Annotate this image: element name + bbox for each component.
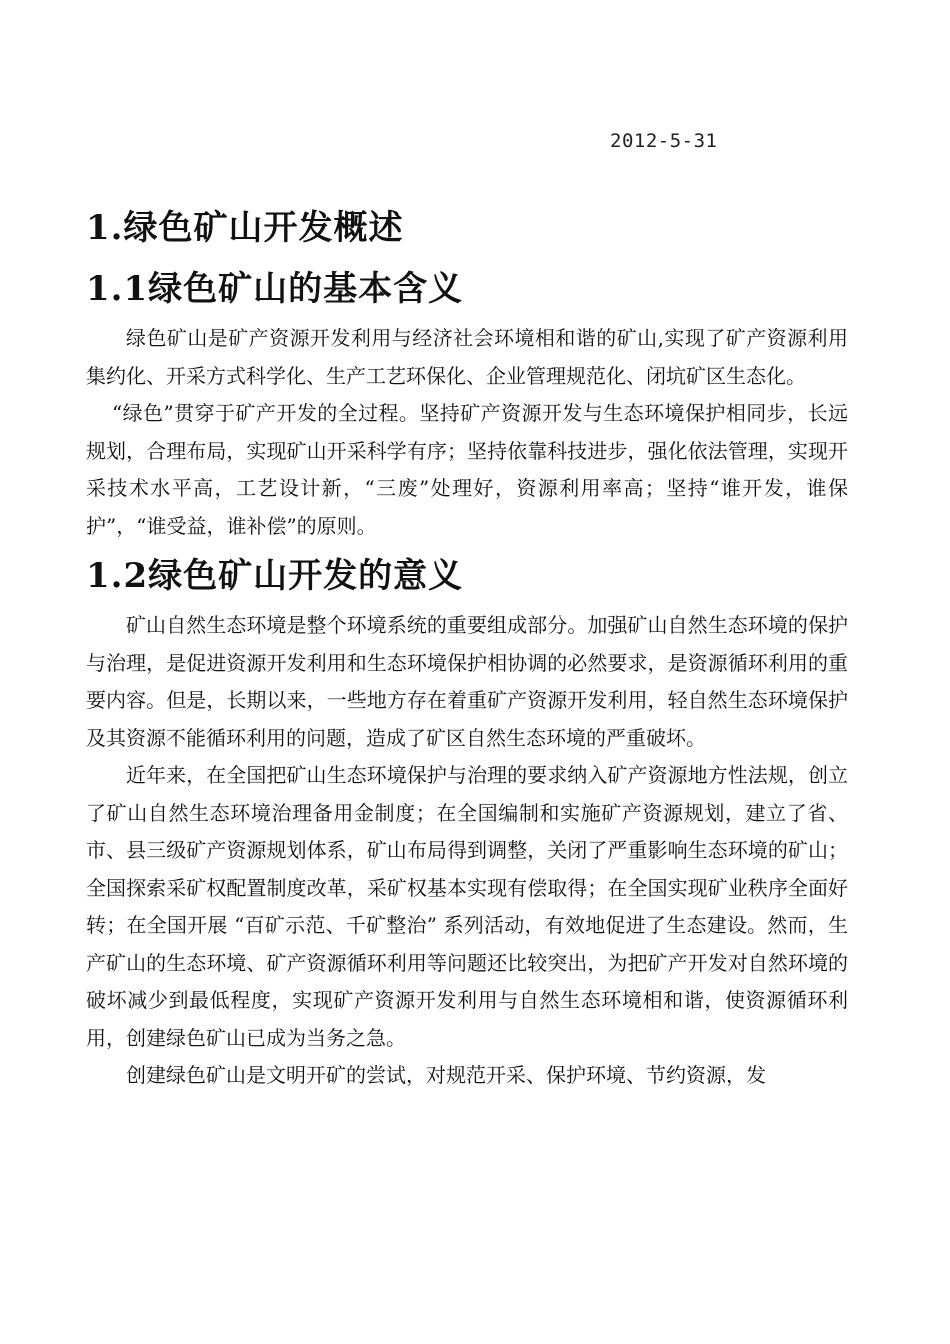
paragraph-1-2-c: 创建绿色矿山是文明开矿的尝试，对规范开采、保护环境、节约资源，发: [126, 1063, 766, 1087]
paragraph-1-2-b: 近年来，在全国把矿山生态环境保护与治理的要求纳入矿产资源地方性法规，创立了矿山自然生态环境治理备用金制度；在全国编制和实施矿产资源规划，建立了省、市、县三级矿产资源规划体系，矿山布局得到调整，关闭了严重影响生态环境的矿山；全国探索采矿权配置制度改革，采矿权基本实现有偿取得；在全国实现矿业秩序全面好转；在全国开展 “百矿示范、千矿整治” 系列活动，有效地促进了生态建设。然而，生产矿山的生态环境、矿产资源循环利用等问题还比较突出，为把矿产开发对自然环境的破坏减少到最低程度，实现矿产资源开发利用与自然生态环境相和谐，使资源循环利用，创建绿色矿山已成为当务之急。: [86, 763, 848, 1050]
paragraph-1-1-a: 绿色矿山是矿产资源开发利用与经济社会环境相和谐的矿山,实现了矿产资源利用集约化、开采方式科学化、生产工艺环保化、企业管理规范化、闭坑矿区生态化。: [86, 326, 848, 388]
paragraph-1-1-b: “绿色”贯穿于矿产开发的全过程。坚持矿产资源开发与生态环境保护相同步，长远规划，合理布局，实现矿山开采科学有序；坚持依靠科技进步，强化依法管理，实现开采技术水平高，工艺设计新，“三废”处理好，资源利用率高；坚持“谁开发，谁保护”，“谁受益，谁补偿”的原则。: [86, 401, 848, 538]
section-heading-1-1: 1.1绿色矿山的基本含义: [86, 269, 464, 309]
document-body: [86, 198, 848, 1095]
chapter-heading: 1.绿色矿山开发概述: [86, 208, 404, 248]
section-heading-1-2: 1.2绿色矿山开发的意义: [86, 556, 464, 596]
document-date: 2012-5-31: [610, 130, 718, 152]
paragraph-1-2-a: 矿山自然生态环境是整个环境系统的重要组成部分。加强矿山自然生态环境的保护与治理，是促进资源开发利用和生态环境保护相协调的必然要求，是资源循环利用的重要内容。但是，长期以来，一些地方存在着重矿产资源开发利用，轻自然生态环境保护及其资源不能循环利用的问题，造成了矿区自然生态环境的严重破坏。: [86, 613, 848, 750]
